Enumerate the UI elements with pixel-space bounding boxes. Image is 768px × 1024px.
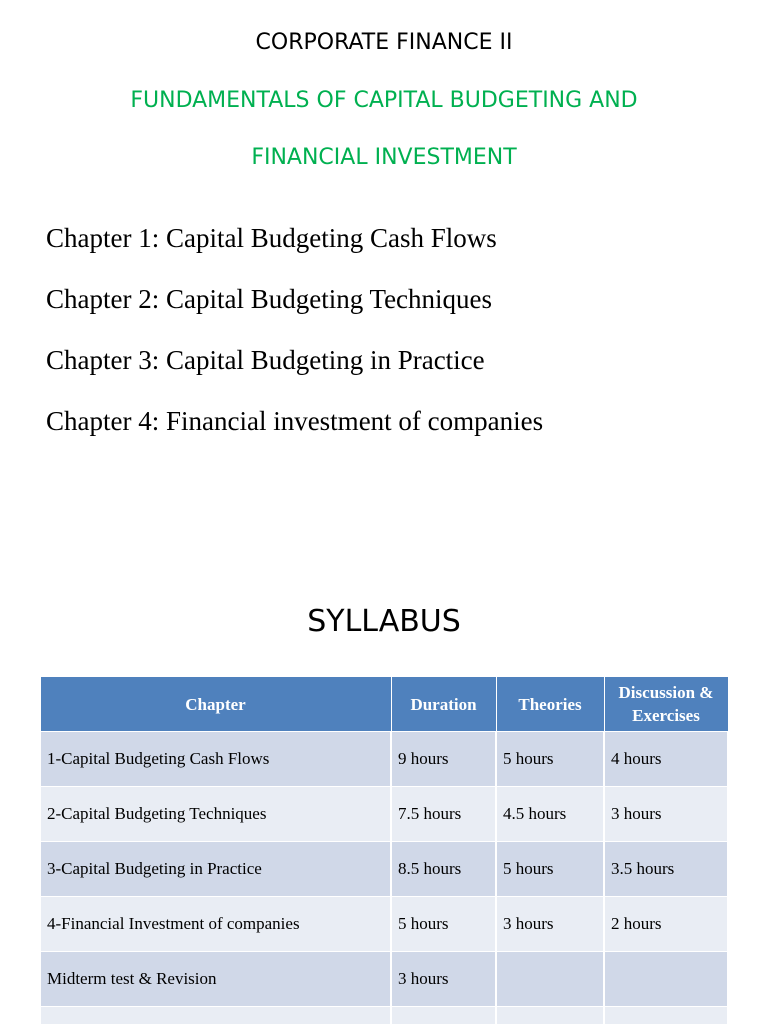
- table-row: [40, 952, 728, 1007]
- chapter-list: [46, 218, 746, 462]
- table-row: [40, 732, 728, 787]
- cell-chapter: 1-Capital Budgeting Cash Flows: [40, 732, 391, 787]
- cell-duration: 3 hours: [391, 952, 496, 1007]
- cell-discussion: 3 hours: [604, 787, 728, 842]
- cell-theories: 3 hours: [496, 897, 604, 952]
- cell-theories: [496, 1007, 604, 1024]
- cell-discussion: [604, 1007, 728, 1024]
- cell-theories: 5 hours: [496, 732, 604, 787]
- cell-theories: 5 hours: [496, 842, 604, 897]
- cell-chapter: [40, 1007, 391, 1024]
- cell-duration: 5 hours: [391, 897, 496, 952]
- table-row: [40, 897, 728, 952]
- table-row: [40, 842, 728, 897]
- header-chapter: Chapter: [40, 677, 391, 732]
- header-duration: Duration: [391, 677, 496, 732]
- cell-theories: [496, 952, 604, 1007]
- header-theories: Theories: [496, 677, 604, 732]
- course-title: CORPORATE FINANCE II: [255, 30, 513, 55]
- table-header-row: [40, 677, 728, 732]
- course-subtitle-line-2: FINANCIAL INVESTMENT: [251, 145, 517, 170]
- chapter-item: Chapter 1: Capital Budgeting Cash Flows: [46, 223, 497, 253]
- table-row: [40, 1007, 728, 1024]
- cell-discussion: 4 hours: [604, 732, 728, 787]
- cell-duration: 8.5 hours: [391, 842, 496, 897]
- cell-duration: 9 hours: [391, 732, 496, 787]
- syllabus-table: [39, 676, 729, 1024]
- cell-chapter: 3-Capital Budgeting in Practice: [40, 842, 391, 897]
- cell-chapter: 2-Capital Budgeting Techniques: [40, 787, 391, 842]
- cell-discussion: 2 hours: [604, 897, 728, 952]
- chapter-item: Chapter 2: Capital Budgeting Techniques: [46, 284, 493, 314]
- cell-chapter: Midterm test & Revision: [40, 952, 391, 1007]
- cell-duration: 7.5 hours: [391, 787, 496, 842]
- chapter-item: Chapter 4: Financial investment of companies: [46, 406, 544, 436]
- table-row: [40, 787, 728, 842]
- cell-theories: 4.5 hours: [496, 787, 604, 842]
- cell-duration: [391, 1007, 496, 1024]
- cell-chapter: 4-Financial Investment of companies: [40, 897, 391, 952]
- cell-discussion: 3.5 hours: [604, 842, 728, 897]
- cell-discussion: [604, 952, 728, 1007]
- syllabus-heading: SYLLABUS: [307, 604, 461, 639]
- header-discussion: Discussion & Exercises: [604, 677, 728, 732]
- course-subtitle-line-1: FUNDAMENTALS OF CAPITAL BUDGETING AND: [130, 88, 638, 113]
- chapter-item: Chapter 3: Capital Budgeting in Practice: [46, 345, 485, 375]
